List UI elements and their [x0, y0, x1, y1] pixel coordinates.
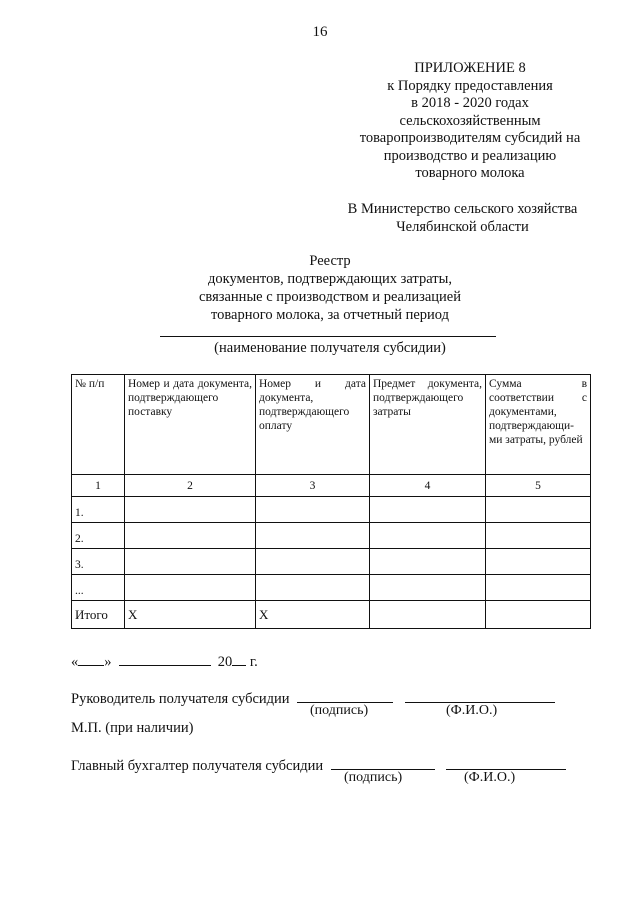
- row-number: 3.: [72, 549, 125, 575]
- column-header: Номер и дата документа, подтверждающего оплату: [256, 375, 370, 475]
- table-cell[interactable]: [256, 523, 370, 549]
- accountant-signature-field[interactable]: [331, 755, 435, 770]
- appendix-line: ПРИЛОЖЕНИЕ 8: [414, 60, 526, 76]
- appendix-line: сельскохозяйственным: [399, 112, 541, 129]
- table-cell[interactable]: [370, 523, 486, 549]
- table-cell[interactable]: [256, 575, 370, 601]
- addressee-line: Челябинской области: [396, 219, 529, 235]
- year-prefix: 20: [217, 654, 233, 670]
- addressee: [330, 200, 595, 236]
- row-number: 2.: [72, 523, 125, 549]
- table-cell[interactable]: [125, 575, 256, 601]
- table-cell[interactable]: [486, 575, 591, 601]
- date-close-quote: »: [104, 654, 112, 670]
- column-number: 5: [486, 475, 591, 497]
- table-row: [72, 549, 591, 575]
- appendix-line: производство и реализацию: [383, 147, 557, 164]
- year-suffix: г.: [249, 654, 258, 670]
- column-number: 1: [72, 475, 125, 497]
- head-signature-field[interactable]: [297, 688, 393, 703]
- table-cell[interactable]: [370, 601, 486, 629]
- registry-title: [130, 252, 530, 324]
- appendix-line: товаропроизводителям субсидий на: [359, 130, 581, 146]
- head-name-field[interactable]: [405, 688, 555, 703]
- accountant-name-caption: (Ф.И.О.): [464, 770, 516, 785]
- table-row: [72, 497, 591, 523]
- appendix-line: товарного молока: [415, 165, 525, 181]
- table-cell[interactable]: [486, 601, 591, 629]
- column-header: Номер и дата документа, подтверждающего поставку: [125, 375, 256, 475]
- total-row: [72, 601, 591, 629]
- head-name-caption: (Ф.И.О.): [446, 703, 498, 718]
- total-cell-x: X: [256, 601, 370, 629]
- table-row: [72, 575, 591, 601]
- registry-line: документов, подтверждающих затраты,: [208, 271, 452, 287]
- column-header: Предмет документа, подтверждающего затраты: [370, 375, 486, 475]
- date-line: [71, 651, 258, 671]
- table-cell[interactable]: [486, 523, 591, 549]
- table-cell[interactable]: [125, 523, 256, 549]
- accountant-signature-caption: (подпись): [344, 770, 403, 785]
- column-header: № п/п: [72, 375, 125, 475]
- day-field[interactable]: [78, 651, 104, 666]
- head-signature-caption: (подпись): [310, 703, 369, 718]
- page-number: 16: [312, 24, 328, 40]
- table-cell[interactable]: [486, 549, 591, 575]
- accountant-label: Главный бухгалтер получателя субсидии: [71, 758, 324, 774]
- column-number-row: [72, 475, 591, 497]
- table-cell[interactable]: [370, 549, 486, 575]
- head-label: Руководитель получателя субсидии: [71, 691, 290, 707]
- date-open-quote: «: [71, 654, 79, 670]
- year-field[interactable]: [232, 651, 246, 666]
- table-cell[interactable]: [486, 497, 591, 523]
- total-cell-x: X: [125, 601, 256, 629]
- column-number: 3: [256, 475, 370, 497]
- column-number: 4: [370, 475, 486, 497]
- addressee-line: В Министерство сельского хозяйства: [347, 201, 578, 217]
- month-field[interactable]: [119, 651, 211, 666]
- table-header-row: [72, 375, 591, 475]
- total-label: Итого: [72, 601, 125, 629]
- table-cell[interactable]: [125, 497, 256, 523]
- registry-line: Реестр: [309, 253, 351, 269]
- row-number: ...: [72, 575, 125, 601]
- table-cell[interactable]: [125, 549, 256, 575]
- table-cell[interactable]: [370, 497, 486, 523]
- recipient-name-field[interactable]: [160, 336, 496, 337]
- column-header: Сумма в соответствии с документами, подтверждающи-ми затраты, рублей: [486, 375, 591, 475]
- table-cell[interactable]: [256, 497, 370, 523]
- table-cell[interactable]: [256, 549, 370, 575]
- appendix-header: [345, 60, 595, 183]
- row-number: 1.: [72, 497, 125, 523]
- table-row: [72, 523, 591, 549]
- appendix-line: в 2018 - 2020 годах: [411, 95, 529, 111]
- recipient-caption: (наименование получателя субсидии): [214, 340, 446, 356]
- appendix-line: к Порядку предоставления: [387, 77, 553, 94]
- registry-line: товарного молока, за отчетный период: [211, 307, 449, 323]
- table-cell[interactable]: [370, 575, 486, 601]
- accountant-name-field[interactable]: [446, 755, 566, 770]
- column-number: 2: [125, 475, 256, 497]
- registry-table: [71, 374, 591, 629]
- registry-line: связанные с производством и реализацией: [199, 289, 461, 305]
- stamp-note: М.П. (при наличии): [71, 720, 194, 736]
